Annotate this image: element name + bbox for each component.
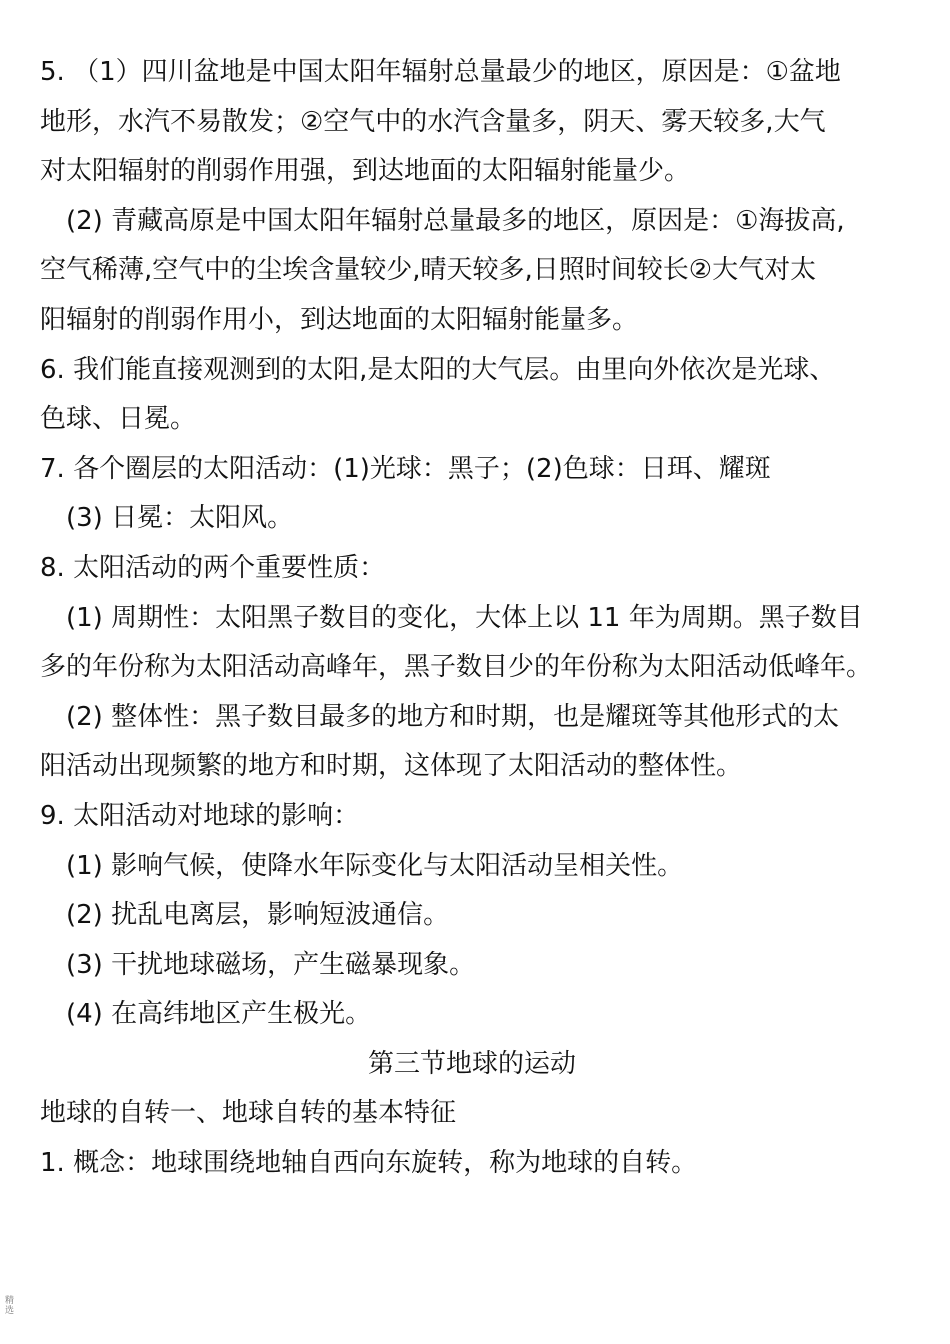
text-line-9-4: (4) 在高纬地区产生极光。 (66, 999, 372, 1030)
text-line-5-2b: 空气稀薄,空气中的尘埃含量较少,晴天较多,日照时间较长②大气对太 (40, 255, 817, 286)
section-heading: 第三节地球的运动 (367, 1048, 576, 1079)
text-line-8-1a: (1) 周期性：太阳黑子数目的变化，大体上以 11 年为周期。黑子数目 (66, 602, 863, 633)
text-line-5-2c: 阳辐射的削弱作用小，到达地面的太阳辐射能量多。 (40, 304, 639, 335)
text-line-8-2a: (2) 整体性：黑子数目最多的地方和时期，也是耀斑等其他形式的太 (66, 701, 840, 732)
text-line-5-2a: (2) 青藏高原是中国太阳年辐射总量最多的地区，原因是：①海拔高, (66, 205, 845, 236)
text-line-6a: 6. 我们能直接观测到的太阳,是太阳的大气层。由里向外依次是光球、 (40, 354, 836, 385)
text-line-9-1: (1) 影响气候，使降水年际变化与太阳活动呈相关性。 (66, 850, 684, 881)
subsection-heading: 地球的自转一、地球自转的基本特征 (40, 1098, 457, 1129)
text-line-concept: 1. 概念：地球围绕地轴自西向东旋转，称为地球的自转。 (40, 1148, 698, 1179)
text-line-8-1b: 多的年份称为太阳活动高峰年，黑子数目少的年份称为太阳活动低峰年。 (40, 652, 873, 683)
text-line-8: 8. 太阳活动的两个重要性质： (40, 552, 386, 583)
text-line-6b: 色球、日冕。 (40, 404, 197, 435)
text-line-9-3: (3) 干扰地球磁场，产生磁暴现象。 (66, 949, 476, 980)
text-line-5-1c: 对太阳辐射的削弱作用强，到达地面的太阳辐射能量少。 (40, 156, 691, 187)
text-line-5-1a: 5. （1）四川盆地是中国太阳年辐射总量最少的地区，原因是：①盆地 (40, 57, 841, 87)
text-line-7b: (3) 日冕：太阳风。 (66, 503, 294, 534)
text-line-7a: 7. 各个圈层的太阳活动：(1)光球：黑子；(2)色球：日珥、耀斑 (40, 453, 771, 484)
text-line-9-2: (2) 扰乱电离层，影响短波通信。 (66, 900, 450, 931)
text-line-9: 9. 太阳活动对地球的影响： (40, 800, 360, 831)
document-body (40, 48, 944, 1189)
text-line-8-2b: 阳活动出现频繁的地方和时期，这体现了太阳活动的整体性。 (40, 751, 743, 782)
watermark-text: 精选 (5, 1296, 15, 1316)
text-line-5-1b: 地形，水汽不易散发；②空气中的水汽含量多，阴天、雾天较多,大气 (40, 106, 826, 137)
